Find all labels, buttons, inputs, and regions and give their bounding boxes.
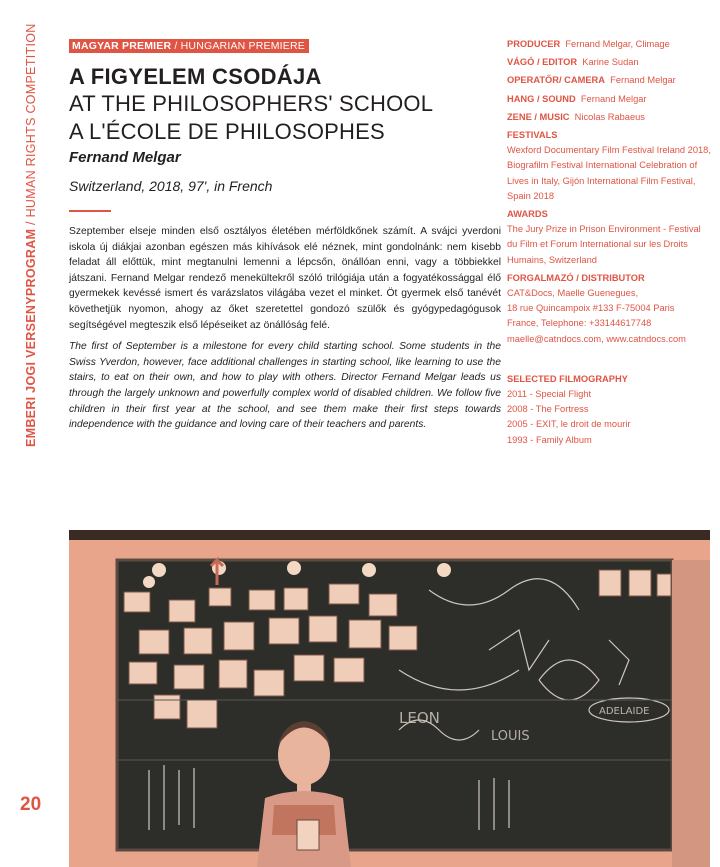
distributor-line: maelle@catndocs.com, www.catndocs.com	[507, 333, 686, 344]
awards-list	[507, 222, 711, 268]
filmography-item: 2011 - Special Flight	[507, 389, 592, 400]
credits-column	[507, 37, 711, 448]
distributor-line: 18 rue Quincampoix #133 F-75004 Paris	[507, 303, 675, 314]
side-program-label	[24, 23, 38, 447]
sound-label: HANG / SOUND	[507, 93, 576, 104]
credit-sound	[507, 92, 711, 107]
distributor-line: CAT&Docs, Maelle Guenegues,	[507, 288, 639, 299]
festivals-line: Spain 2018	[507, 190, 555, 201]
divider	[69, 210, 111, 212]
festivals-heading: FESTIVALS	[507, 130, 558, 141]
awards-heading: AWARDS	[507, 209, 548, 220]
premiere-badge	[69, 39, 309, 53]
premiere-separator: /	[171, 40, 181, 52]
film-meta: Switzerland, 2018, 97', in French	[69, 178, 273, 194]
distributor-heading: FORGALMAZÓ / DISTRIBUTOR	[507, 272, 645, 283]
premiere-hu: MAGYAR PREMIER	[72, 40, 172, 52]
awards-line: The Jury Prize in Prison Environment - Festival	[507, 224, 701, 235]
distributor-line: France, Telephone: +33144617748	[507, 318, 652, 329]
camera-label: OPERATŐR/ CAMERA	[507, 75, 605, 86]
premiere-en: HUNGARIAN PREMIERE	[180, 40, 305, 52]
editor-label: VÁGÓ / EDITOR	[507, 57, 578, 68]
credit-producer	[507, 37, 711, 52]
festivals-list	[507, 143, 711, 204]
filmography-item: 2005 - EXIT, le droit de mourir	[507, 419, 631, 430]
music-value: Nicolas Rabaeus	[574, 111, 645, 122]
filmography-heading: SELECTED FILMOGRAPHY	[507, 373, 628, 384]
synopsis-hungarian: Szeptember elseje minden első osztályos életében mérföldkőnek számít. A svájci yverdoni iskola új diákjai azonban egészen más kihívások elé néznek, mint gondolnánk: nem kisebb feladat áll előttük, mint megtanulni lemenni a lépcsőn, önállóan enni, vagy a többiekkel játszani. Fernand Melgar rendező menekültekről szóló trilógiája után a fogyatékossággal élő gyermekek kevéssé ismert és varázslatos világába vezet el minket. Öt gyermek első tanévét követhetjük nyomon, ahogy az őket szeretettel gondozó szülők és gyógypedagógusok segítségével megteszik első lépéseiket az önállóság felé.	[69, 226, 501, 331]
sound-value: Fernand Melgar	[580, 93, 647, 104]
board-word: LEON	[399, 709, 440, 727]
spacer	[507, 347, 711, 369]
film-entry	[69, 36, 501, 433]
program-en: HUMAN RIGHTS COMPETITION	[24, 23, 38, 218]
page-number: 20	[20, 794, 42, 815]
filmography-item: 2008 - The Fortress	[507, 404, 589, 415]
synopsis-english: The first of September is a milestone for every child starting school. Some students in the Swiss Yverdon, however, face additional challenges in starting school, like learning to use the stairs, to eat on their own, and how to play with others. Director Fernand Melgar leads us through the largely unknown and powerfully complex world of disabled children. We follow five children in their first year at the school, and see them make their first steps towards independence with the guidance and loving care of their teachers and parents.	[69, 341, 501, 431]
credit-music	[507, 110, 711, 125]
film-still-photo	[69, 530, 710, 867]
editor-value: Karine Sudan	[582, 57, 639, 68]
title-french: A L'ÉCOLE DE PHILOSOPHES	[69, 119, 385, 144]
director-name: Fernand Melgar	[69, 149, 181, 166]
camera-value: Fernand Melgar	[610, 75, 676, 86]
board-word: ADELAIDE	[599, 706, 650, 717]
festivals-line: Lives in Italy, Gijón International Film Festival,	[507, 175, 696, 186]
producer-value: Fernand Melgar, Climage	[565, 39, 670, 49]
filmography-list	[507, 387, 711, 448]
film-still-illustration	[69, 530, 710, 867]
awards-line: du Film et Forum International sur les Droits	[507, 239, 688, 250]
credit-editor	[507, 55, 711, 70]
board-word: LOUIS	[491, 729, 530, 744]
credit-camera	[507, 73, 711, 88]
awards-line: Humains, Switzerland	[507, 254, 597, 265]
music-label: ZENE / MUSIC	[507, 111, 570, 122]
producer-label: PRODUCER	[507, 39, 561, 49]
title-hungarian: A FIGYELEM CSODÁJA	[69, 64, 322, 89]
festivals-line: Biografilm Festival International Celebration of	[507, 160, 698, 171]
festivals-line: Wexford Documentary Film Festival Ireland 2018,	[507, 145, 711, 156]
filmography-item: 1993 - Family Album	[507, 434, 592, 445]
program-hu: EMBERI JOGI VERSENYPROGRAM	[24, 228, 38, 447]
distributor-info	[507, 286, 711, 347]
program-separator: /	[24, 217, 38, 229]
title-english: AT THE PHILOSOPHERS' SCHOOL	[69, 91, 434, 116]
